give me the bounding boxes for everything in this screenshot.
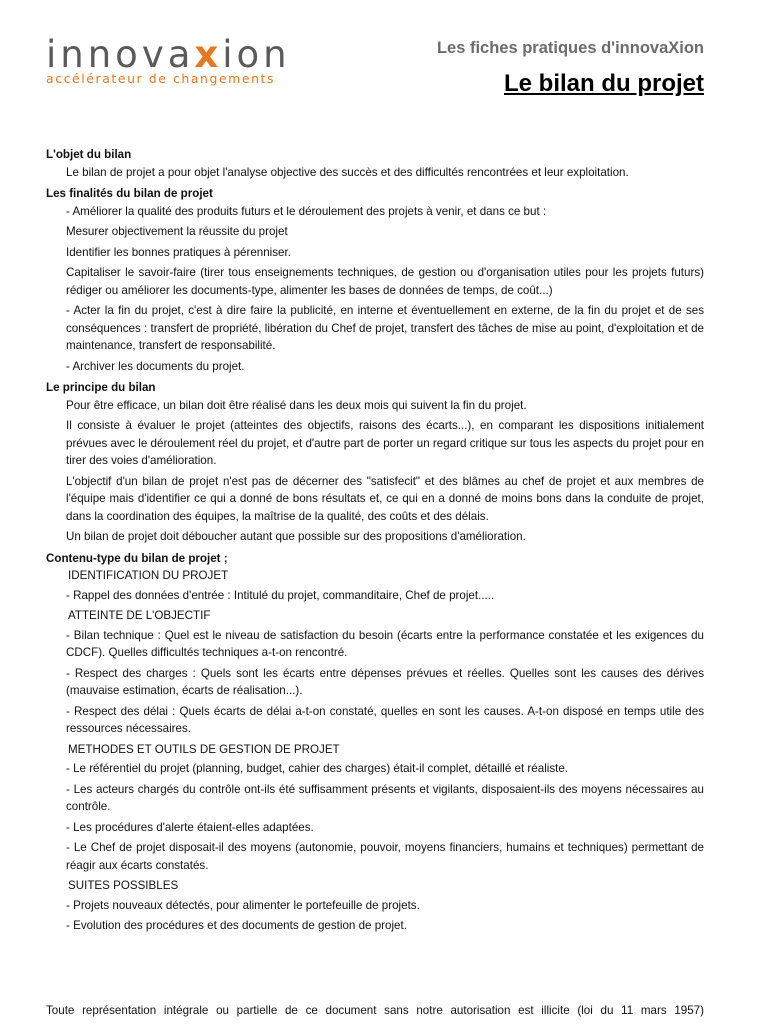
paragraph: - Rappel des données d'entrée : Intitulé du projet, commanditaire, Chef de projet..... xyxy=(66,588,495,602)
paragraph: - Projets nouveaux détectés, pour alimenter le portefeuille de projets. xyxy=(66,898,420,912)
paragraph: Un bilan de projet doit déboucher autant que possible sur des propositions d'amélioration. xyxy=(66,530,526,543)
paragraph: Identifier les bonnes pratiques à pérenniser. xyxy=(66,245,291,259)
paragraph: - Archiver les documents du projet. xyxy=(66,359,245,373)
subsection-heading: METHODES ET OUTILS DE GESTION DE PROJET xyxy=(68,742,340,756)
logo-tagline: accélérateur de changements xyxy=(46,71,276,86)
subsection-heading: IDENTIFICATION DU PROJET xyxy=(68,569,229,582)
logo-word-pre: innova xyxy=(46,33,195,76)
paragraph: - Le référentiel du projet (planning, budget, cahier des charges) était-il complet, détaillé et réaliste. xyxy=(66,762,569,775)
logo-word-post: ion xyxy=(222,33,291,76)
paragraph: Il consiste à évaluer le projet (atteintes des objectifs, raisons des écarts...), en comparant les dispositions initialement prévues avec le déroulement réel du projet, et d'autre part de porter un regard critique sur tous les aspects du projet pour en tirer des voies d'amélioration. xyxy=(66,419,704,467)
paragraph: - Evolution des procédures et des documents de gestion de projet. xyxy=(66,919,407,932)
section-heading: Les finalités du bilan de projet xyxy=(46,187,213,200)
section-heading: L'objet du bilan xyxy=(46,148,132,161)
innovaxion-logo xyxy=(46,33,296,86)
paragraph: - Bilan technique : Quel est le niveau de satisfaction du besoin (écarts entre la performance constatée et les exigences du CDCF). Quelles difficultés techniques a-t-on rencontré. xyxy=(66,628,704,659)
paragraph: Le bilan de projet a pour objet l'analyse objective des succès et des difficultés rencontrées et leur exploitation. xyxy=(66,165,629,179)
copyright-footer: Toute représentation intégrale ou partielle de ce document sans notre autorisation est illicite (loi du 11 mars 1957) xyxy=(46,1004,704,1017)
paragraph: Pour être efficace, un bilan doit être réalisé dans les deux mois qui suivent la fin du projet. xyxy=(66,398,527,412)
paragraph: Mesurer objectivement la réussite du projet xyxy=(66,225,288,238)
logo-x-mark: x xyxy=(194,33,223,76)
paragraph: - Améliorer la qualité des produits futurs et le déroulement des projets à venir, et dans ce but : xyxy=(66,204,547,218)
section-heading: Le principe du bilan xyxy=(46,381,156,394)
paragraph: Capitaliser le savoir-faire (tirer tous enseignements techniques, de gestion ou d'organisation utiles pour les projets futurs) rédiger ou améliorer les documents-type, alimenter les bases de données de temps, de coût...) xyxy=(66,266,704,297)
paragraph: - Les procédures d'alerte étaient-elles adaptées. xyxy=(66,820,314,834)
paragraph: - Les acteurs chargés du contrôle ont-ils été suffisamment présents et vigilants, disposaient-ils des moyens nécessaires au contrôle. xyxy=(66,782,704,813)
series-title: Les fiches pratiques d'innovaXion xyxy=(436,39,704,57)
document-title: Le bilan du projet xyxy=(503,70,704,97)
paragraph: - Respect des délai : Quels écarts de délai a-t-on constaté, quelles en sont les causes. A-t-on disposé en temps utile des ressources nécessaires. xyxy=(66,704,704,735)
logo-wordmark xyxy=(46,33,296,76)
paragraph: L'objectif d'un bilan de projet n'est pas de décerner des "satisfecit" et des blâmes au chef de projet et aux membres de l'équipe mais d'identifier ce qui a donné de bons résultats et, ce qui en a donné de moins bons dans la conduite de projet, dans la coordination des équipes, la maîtrise de la qualité, des coûts et des délais. xyxy=(66,474,704,523)
paragraph: - Respect des charges : Quels sont les écarts entre dépenses prévues et réelles. Quelles sont les causes des dérives (mauvaise estimation, écarts de réalisation...). xyxy=(66,666,704,697)
section-heading: Contenu-type du bilan de projet ; xyxy=(46,551,228,565)
subsection-heading: ATTEINTE DE L'OBJECTIF xyxy=(68,609,211,622)
subsection-heading: SUITES POSSIBLES xyxy=(68,879,179,892)
document-body xyxy=(46,146,704,938)
paragraph: - Le Chef de projet disposait-il des moyens (autonomie, pouvoir, moyens financiers, humains et techniques) permettant de réagir aux écarts constatés. xyxy=(66,841,704,872)
paragraph: - Acter la fin du projet, c'est à dire faire la publicité, en interne et éventuellement en externe, de la fin du projet et de ses conséquences : transfert de propriété, libération du Chef de projet, transfert des tâches de mise au point, d'exploitation et de maintenance, transfert de responsabilité. xyxy=(66,304,704,352)
